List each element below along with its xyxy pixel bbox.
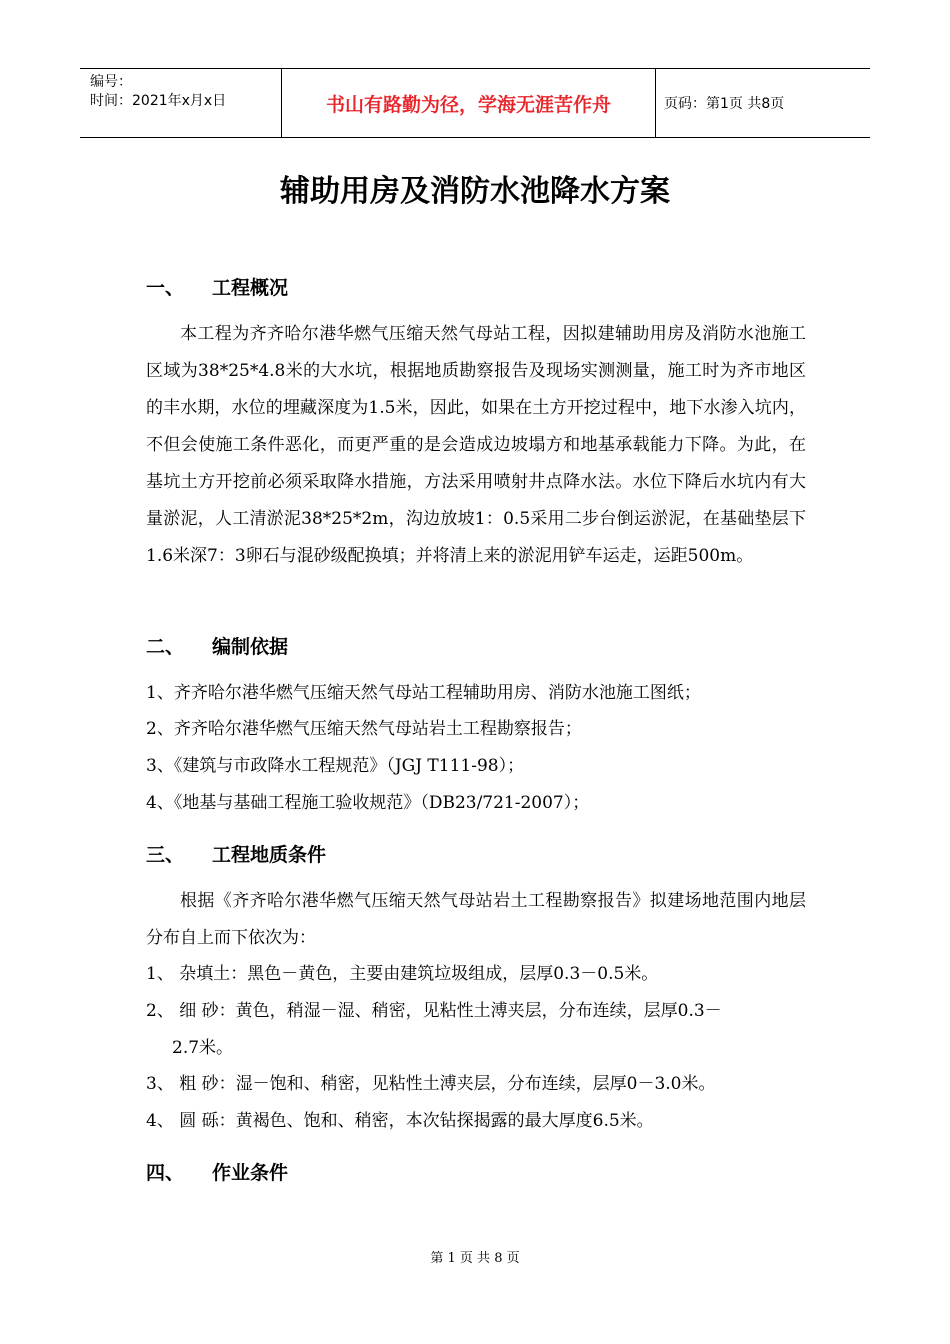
document-title: 辅助用房及消防水池降水方案 xyxy=(280,174,670,209)
time-label: 时间：2021年x月x日 xyxy=(90,93,227,109)
reference-item: 4、《地基与基础工程施工验收规范》（DB23/721-2007）； xyxy=(146,793,590,813)
reference-item: 1、齐齐哈尔港华燃气压缩天然气母站工程辅助用房、消防水池施工图纸； xyxy=(146,683,701,703)
page-footer: 第 1 页 共 8 页 xyxy=(430,1251,520,1266)
header-meta xyxy=(80,69,281,137)
stratum-item-continued: 2.7米。 xyxy=(172,1038,234,1058)
stratum-item: 4、 圆 砾：黄褐色、饱和、稍密，本次钻探揭露的最大厚度6.5米。 xyxy=(146,1111,654,1131)
section-title: 编制依据 xyxy=(212,636,289,658)
reference-item: 3、《建筑与市政降水工程规范》（JGJ T111-98）； xyxy=(146,756,525,776)
stratum-item: 3、 粗 砂：湿－饱和、稍密，见粘性土溥夹层，分布连续，层厚0－3.0米。 xyxy=(146,1074,716,1094)
reference-item: 2、齐齐哈尔港华燃气压缩天然气母站岩土工程勘察报告； xyxy=(146,719,582,739)
section-3-intro: 根据《齐齐哈尔港华燃气压缩天然气母站岩土工程勘察报告》拟建场地范围内地层分布自上而下依次为： xyxy=(146,891,806,948)
section-heading-2 xyxy=(146,632,288,659)
section-title: 作业条件 xyxy=(212,1162,289,1184)
header-motto: 书山有路勤为径，学海无涯苦作舟 xyxy=(281,69,656,137)
section-number: 一、 xyxy=(146,277,185,299)
document-header xyxy=(80,68,870,138)
section-title: 工程地质条件 xyxy=(212,844,327,866)
section-title: 工程概况 xyxy=(212,277,289,299)
section-heading-4 xyxy=(146,1158,288,1185)
header-page-info: 页码：第1页 共8页 xyxy=(664,96,785,112)
section-number: 三、 xyxy=(146,844,185,866)
section-heading-1 xyxy=(146,273,288,300)
stratum-item: 1、 杂填土：黑色－黄色，主要由建筑垃圾组成，层厚0.3－0.5米。 xyxy=(146,964,659,984)
code-label: 编号： xyxy=(90,74,132,90)
section-number: 四、 xyxy=(146,1162,185,1184)
section-heading-3 xyxy=(146,840,326,867)
stratum-item: 2、 细 砂：黄色，稍湿－湿、稍密，见粘性土溥夹层，分布连续，层厚0.3－ xyxy=(146,1001,722,1021)
section-number: 二、 xyxy=(146,636,185,658)
section-1-paragraph: 本工程为齐齐哈尔港华燃气压缩天然气母站工程，因拟建辅助用房及消防水池施工区域为38*25*4.8米的大水坑，根据地质勘察报告及现场实测测量，施工时为齐市地区的丰水期，水位的埋藏深度为1.5米，因此，如果在土方开挖过程中，地下水渗入坑内，不但会使施工条件恶化，而更严重的是会造成边坡塌方和地基承载能力下降。为此，在基坑土方开挖前必须采取降水措施，方法采用喷射井点降水法。水位下降后水坑内有大量淤泥，人工清淤泥38*25*2m，沟边放坡1：0.5采用二步台倒运淤泥，在基础垫层下1.6米深7：3卵石与混砂级配换填；并将清上来的淤泥用铲车运走，运距500m。 xyxy=(146,324,806,566)
